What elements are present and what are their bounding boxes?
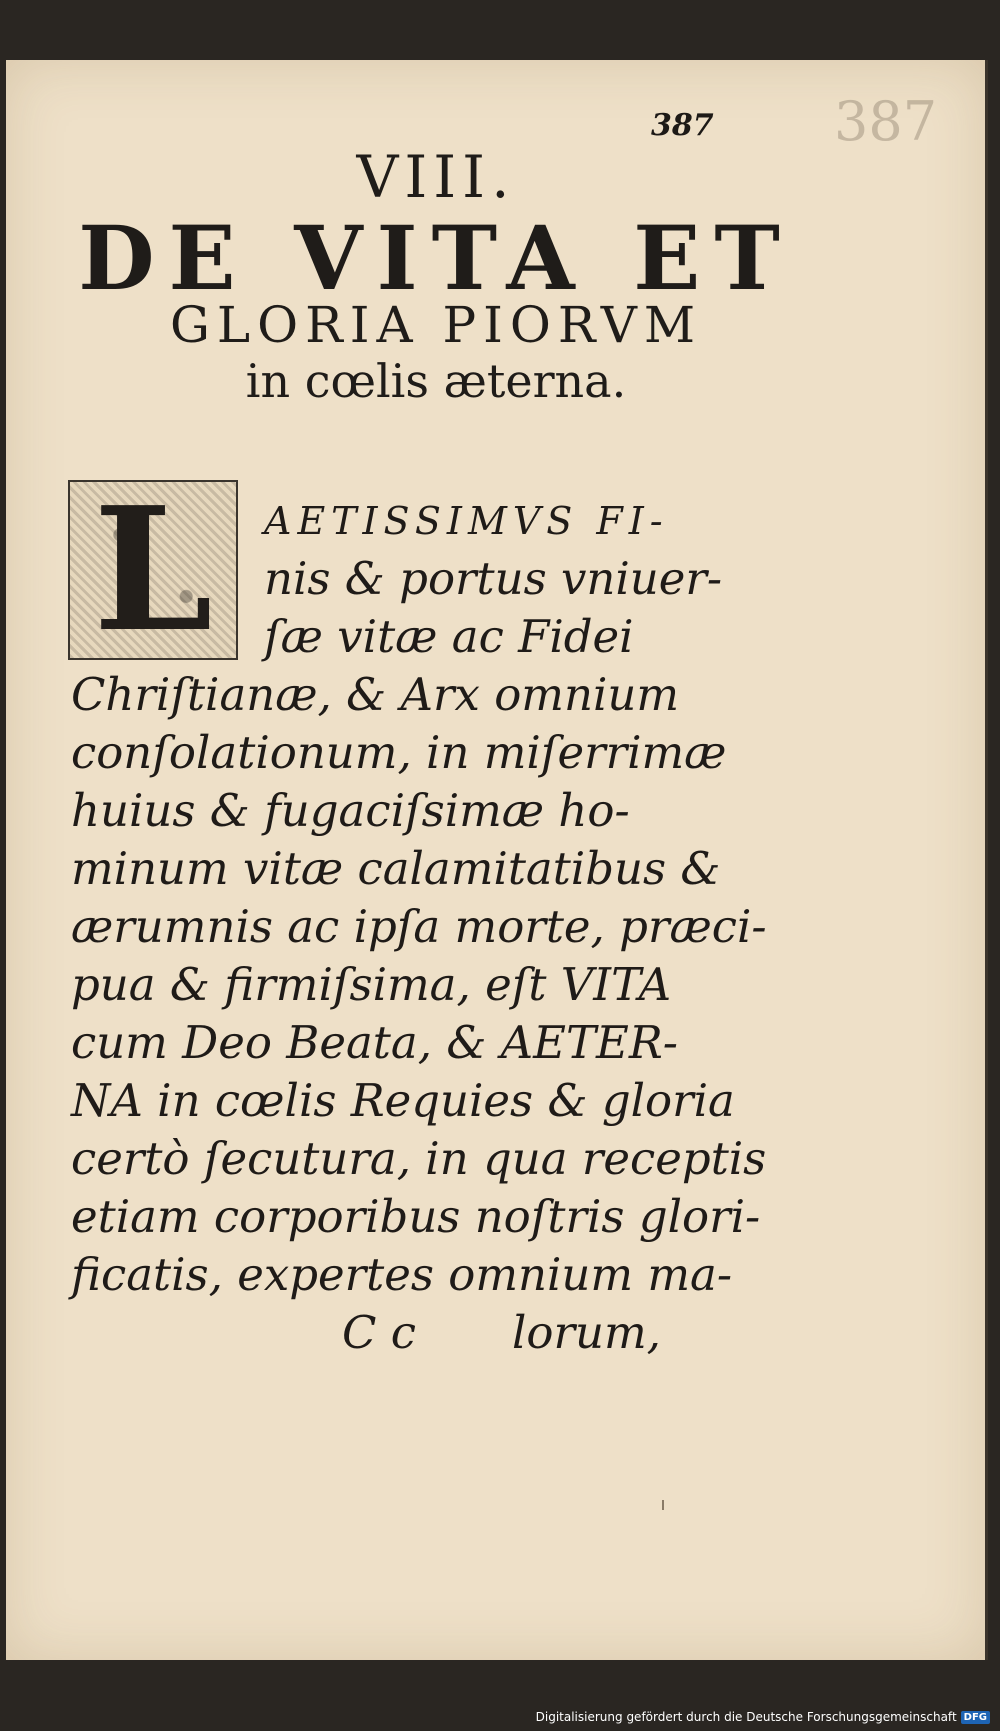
signature-mark: C c	[342, 1306, 416, 1359]
text-line-8: ærumnis ac ipſa morte, præci-	[71, 900, 767, 953]
text-line-10: cum Deo Beata, & AETER-	[71, 1016, 678, 1069]
digitization-footer	[536, 1710, 990, 1724]
paper-speck	[662, 1500, 664, 1510]
text-line-9: pua & firmiſsima, eſt VITA	[71, 958, 672, 1011]
page-number: 387	[651, 108, 714, 143]
footer-text: Digitalisierung gefördert durch die Deutsche Forschungsgemeinschaft	[535, 1710, 957, 1724]
decorated-initial	[68, 470, 238, 670]
initial-letter: L	[93, 470, 213, 670]
text-line-4: Chriſtianæ, & Arx omnium	[71, 668, 680, 721]
text-line-1: AETISSIMVS FI-	[264, 499, 669, 543]
chapter-title-line-1: DE VITA ET	[78, 206, 794, 310]
stamped-page-number: 387	[834, 90, 938, 153]
chapter-title-line-2: GLORIA PIORVM	[169, 296, 703, 354]
catchword: lorum,	[512, 1306, 661, 1359]
text-line-3: ſæ vitæ ac Fidei	[264, 610, 634, 663]
text-line-12: certò ſecutura, in qua receptis	[71, 1132, 767, 1185]
text-line-2: nis & portus vniuer-	[264, 552, 723, 605]
text-line-11: NA in cœlis Requies & gloria	[71, 1074, 735, 1127]
dfg-logo: DFG	[961, 1711, 990, 1724]
text-line-5: conſolationum, in miſerrimæ	[71, 726, 727, 779]
book-page	[6, 60, 988, 1660]
text-line-6: huius & fugaciſsimæ ho-	[71, 784, 630, 837]
text-line-7: minum vitæ calamitatibus &	[71, 842, 721, 895]
chapter-number: VIII.	[356, 143, 516, 211]
text-line-14: ficatis, expertes omnium ma-	[71, 1248, 733, 1301]
text-line-13: etiam corporibus noſtris glori-	[71, 1190, 761, 1243]
chapter-title-line-3: in cœlis æterna.	[245, 354, 627, 408]
